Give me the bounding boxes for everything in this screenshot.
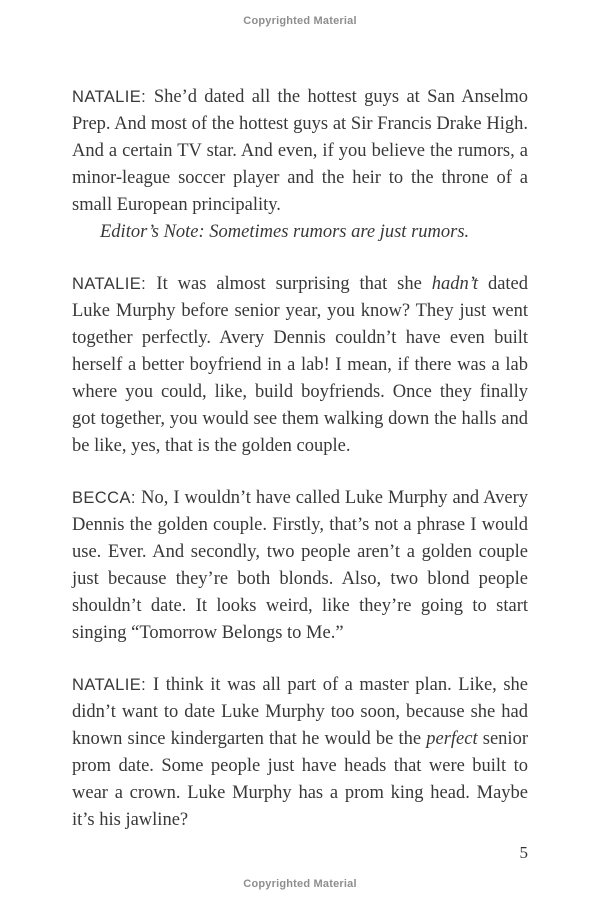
- copyright-banner-top: Copyrighted Material: [243, 15, 357, 27]
- copyright-banner-bottom: Copyrighted Material: [243, 878, 357, 890]
- dialogue-paragraph: [72, 84, 528, 219]
- page-number: 5: [519, 843, 528, 862]
- dialogue-paragraph: [72, 485, 528, 647]
- speaker-label: NATALIE:: [72, 88, 154, 106]
- text-segment: I think it was all part of a master plan. Like, she didn’t want to date Luke Murphy too soon, because she had known since kindergarten that he would be the: [72, 675, 529, 749]
- editor-note-paragraph: [72, 219, 528, 246]
- text-segment: Editor’s Note: Sometimes rumors are just rumors.: [100, 222, 470, 242]
- text-segment: senior prom date. Some people just have heads that were built to wear a crown. Luke Murphy has a prom king head. Maybe it’s his jawline?: [72, 729, 528, 830]
- speaker-label: BECCA:: [72, 489, 142, 507]
- book-page-text: [72, 84, 528, 834]
- dialogue-paragraph: [72, 271, 528, 460]
- text-segment: hadn’t: [431, 274, 479, 294]
- text-segment: No, I wouldn’t have called Luke Murphy and Avery Dennis the golden couple. Firstly, that’s not a phrase I would use. Ever. And secondly, two people aren’t a golden couple just because they’re both blonds. Also, two blond people shouldn’t date. It looks weird, like they’re going to start singing “Tomorrow Belongs to Me.”: [72, 488, 528, 643]
- text-segment: She’d dated all the hottest guys at San Anselmo Prep. And most of the hottest guys at Sir Francis Drake High. And a certain TV star. And even, if you believe the rumors, a minor-league soccer player and the heir to the throne of a small European principality.: [72, 87, 528, 215]
- speaker-label: NATALIE:: [72, 676, 154, 694]
- speaker-label: NATALIE:: [72, 275, 157, 293]
- text-segment: perfect: [426, 729, 478, 749]
- text-segment: It was almost surprising that she: [156, 274, 432, 294]
- dialogue-paragraph: [72, 672, 528, 834]
- text-segment: dated Luke Murphy before senior year, you know? They just went together perfectly. Avery Dennis couldn’t have even built herself a better boyfriend in a lab! I mean, if there was a lab where you could, like, build boyfriends. Once they finally got together, you would see them walking down the halls and be like, yes, that is the golden couple.: [72, 274, 529, 456]
